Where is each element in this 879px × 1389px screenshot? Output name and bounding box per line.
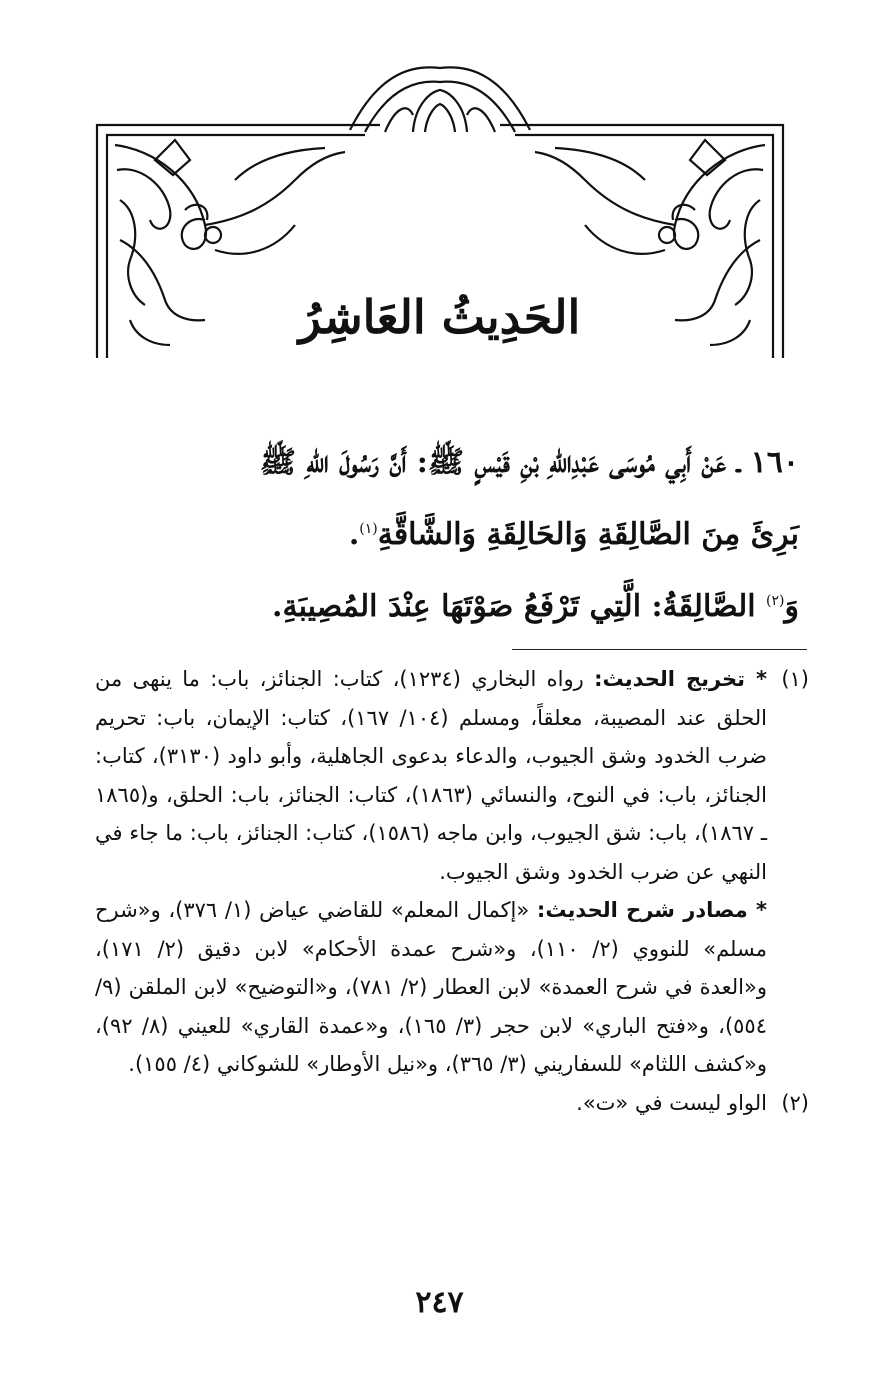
hadith-line-3 xyxy=(80,568,799,640)
footnote-separator xyxy=(512,649,807,650)
footnote-1-body xyxy=(95,660,767,1084)
hadith-line-2 xyxy=(80,496,799,568)
hadith-line-3-text: الصَّالِقَةُ: الَّتِي تَرْفَعُ صَوْتَهَا عِنْدَ المُصِيبَةِ. xyxy=(272,589,767,624)
hadith-line-3-pre: وَ xyxy=(784,589,799,624)
footnote-1-sources xyxy=(95,891,767,1084)
hadith-line-1: ١٦٠ ـ عَنْ أَبِي مُوسَى عَبْدِاللهِ بْنِ قَيْسٍ ﷺ: أَنَّ رَسُولَ اللهِ ﷺ xyxy=(259,445,799,480)
takhrij-label: * تخريج الحديث: xyxy=(594,667,767,691)
takhrij-text: رواه البخاري (١٢٣٤)، كتاب: الجنائز، باب: ما ينهى من الحلق عند المصيبة، معلقاً، ومسلم (١٠٤/ ١٦٧)، كتاب: الإيمان، باب: تحريم ضرب الخدود وشق الجيوب، والدعاء بدعوى الجاهلية، وأبو داود (٣١٣٠)، كتاب: الجنائز، باب: في النوح، والنسائي (١٨٦٣)، كتاب: الجنائز، باب: الحلق، و(١٨٦٥ ـ ١٨٦٧)، باب: شق الجيوب، وابن ماجه (١٥٨٦)، كتاب: الجنائز، باب: ما جاء في النهي عن ضرب الخدود وشق الجيوب. xyxy=(95,667,767,884)
chapter-title: الحَدِيثُ العَاشِرُ xyxy=(298,290,581,344)
footnote-2-body xyxy=(95,1084,767,1123)
footnote-2 xyxy=(95,1084,809,1123)
footnote-1 xyxy=(95,660,809,1084)
hadith-line-2-text: بَرِئَ مِنَ الصَّالِقَةِ وَالحَالِقَةِ وَالشَّاقَّةِ xyxy=(377,517,799,552)
hadith-text xyxy=(80,430,799,640)
footnote-2-text: الواو ليست في «ت». xyxy=(576,1090,767,1115)
footnote-ref-1: (١) xyxy=(359,521,378,537)
footnote-2-number: (٢) xyxy=(781,1090,809,1115)
sources-label: * مصادر شرح الحديث: xyxy=(536,898,767,922)
hadith-line-2-end: . xyxy=(348,517,360,552)
sources-text: «إكمال المعلم» للقاضي عياض (١/ ٣٧٦)، و«شرح مسلم» للنووي (٢/ ١١٠)، و«شرح عمدة الأحكام» لابن دقيق (٢/ ١٧١)، و«العدة في شرح العمدة» لابن العطار (٢/ ٧٨١)، و«التوضيح» لابن الملقن (٩/ ٥٥٤)، و«فتح الباري» لابن حجر (٣/ ١٦٥)، و«عمدة القاري» للعيني (٨/ ٩٢)، و«كشف اللثام» للسفاريني (٣/ ٣٦٥)، و«نيل الأوطار» للشوكاني (٤/ ١٥٥). xyxy=(95,898,767,1076)
footnote-1-takhrij xyxy=(95,660,767,891)
page-number: ٢٤٧ xyxy=(415,1285,464,1320)
footnote-ref-2: (٢) xyxy=(766,593,785,609)
footnote-1-number: (١) xyxy=(781,667,809,691)
footnotes xyxy=(95,660,809,1122)
